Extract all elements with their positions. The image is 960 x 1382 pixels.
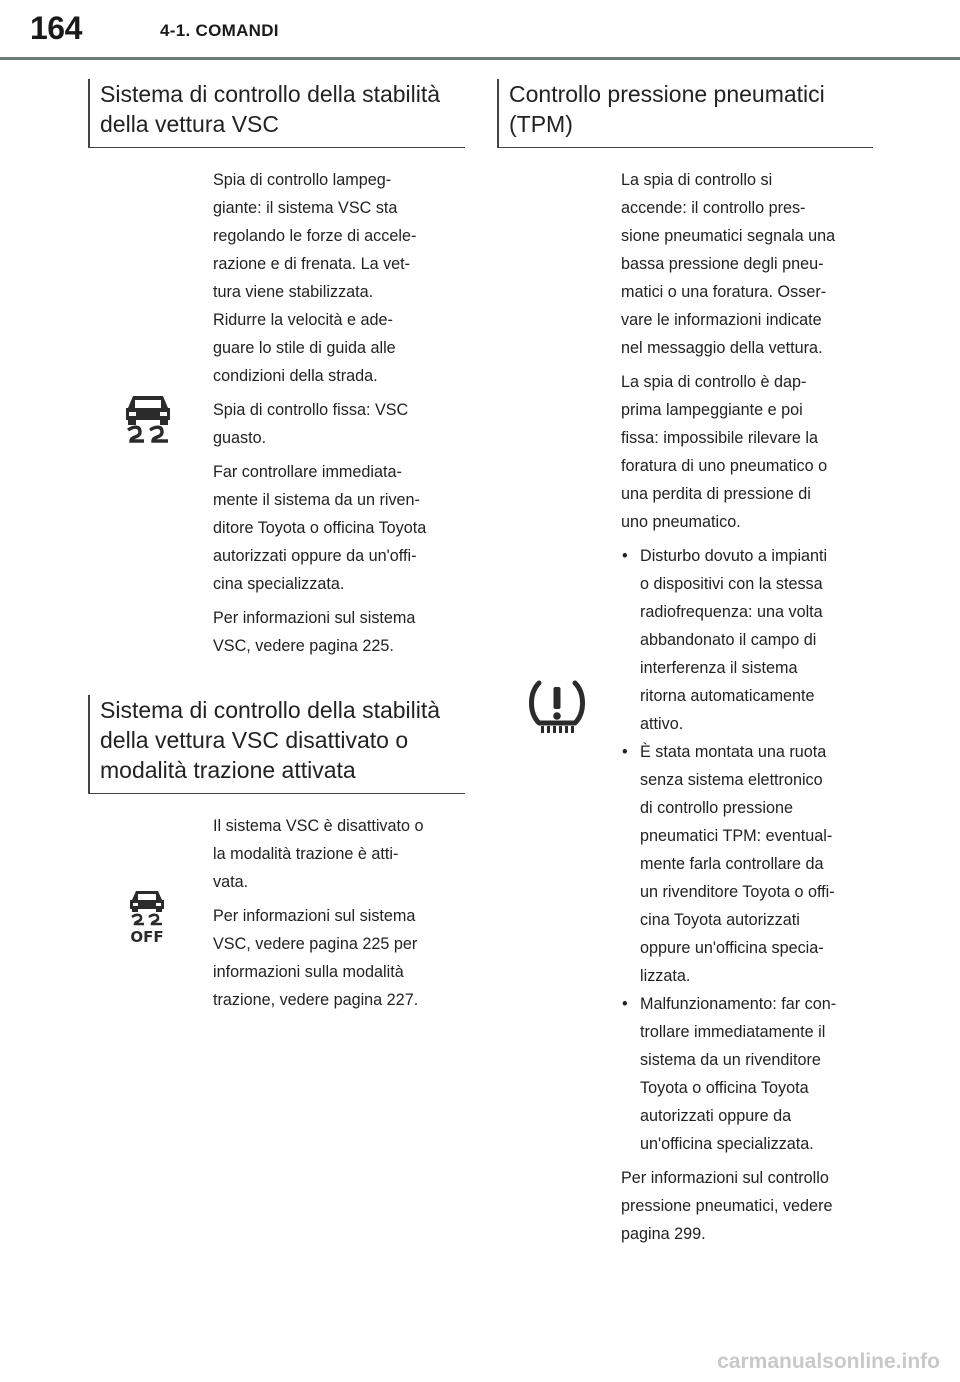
tpm-bullet-list [621,542,877,1158]
text-line: tura viene stabilizzata. [213,283,374,301]
text-line: mente farla controllare da [640,855,824,873]
paragraph [213,902,463,1014]
text-line: guare lo stile di guida alle [213,339,396,357]
text-line: un'officina specializzata. [640,1135,814,1153]
text-line: bassa pressione degli pneu- [621,255,824,273]
text-line: una perdita di pressione di [621,485,811,503]
text-line: VSC, vedere pagina 225. [213,637,394,655]
tire-pressure-warning-icon [527,679,587,742]
vsc-off-light-icon [128,888,166,949]
text-line: radiofrequenza: una volta [640,603,823,621]
text-line: uno pneumatico. [621,513,741,531]
text-line: un rivenditore Toyota o offi- [640,883,835,901]
section-heading-vsc-off [88,695,465,794]
vsc-warning-light-icon [123,390,173,449]
chapter-title: 4-1. COMANDI [160,21,279,40]
text-line: vata. [213,873,249,891]
heading-line: Sistema di controllo della stabilità [100,697,441,723]
text-line: La spia di controllo è dap- [621,373,807,391]
text-line: Spia di controllo fissa: VSC [213,401,409,419]
text-line: • Malfunzionamento: far con- [640,995,837,1013]
heading-line: della vettura VSC disattivato o [100,727,409,753]
paragraph [213,604,463,660]
text-line: ritorna automaticamente [640,687,815,705]
heading-line: modalità trazione attivata [100,757,356,783]
text-line: razione e di frenata. La vet- [213,255,411,273]
text-line: Per informazioni sul controllo [621,1169,829,1187]
text-line: VSC, vedere pagina 225 per [213,935,418,953]
text-line: fissa: impossibile rilevare la [621,429,819,447]
text-line: cina Toyota autorizzati [640,911,800,929]
list-item [621,738,877,990]
list-item [621,542,877,738]
text-line: ditore Toyota o officina Toyota [213,519,427,537]
paragraph [621,368,877,536]
text-line: Il sistema VSC è disattivato o [213,817,424,835]
paragraph [621,1164,877,1248]
paragraph [213,396,463,452]
text-line: giante: il sistema VSC sta [213,199,398,217]
text-line: • È stata montata una ruota [640,743,827,761]
list-item [621,990,877,1158]
heading-line: Sistema di controllo della stabilità [100,81,441,107]
text-line: La spia di controllo si [621,171,773,189]
text-line: Per informazioni sul sistema [213,609,416,627]
text-line: autorizzati oppure da [640,1107,792,1125]
text-line: sistema da un rivenditore [640,1051,821,1069]
text-line: Per informazioni sul sistema [213,907,416,925]
text-line: o dispositivi con la stessa [640,575,823,593]
text-line: sione pneumatici segnala una [621,227,836,245]
text-line: trazione, vedere pagina 227. [213,991,419,1009]
text-line: nel messaggio della vettura. [621,339,823,357]
text-line: pressione pneumatici, vedere [621,1197,833,1215]
vsc-off-description [213,812,463,1020]
text-line: Spia di controllo lampeg- [213,171,392,189]
text-line: oppure un'officina specia- [640,939,824,957]
text-line: Toyota o officina Toyota [640,1079,809,1097]
paragraph [213,458,463,598]
text-line: prima lampeggiante e poi [621,401,803,419]
vsc-description [213,166,463,666]
paragraph [621,166,877,362]
text-line: interferenza il sistema [640,659,798,677]
text-line: senza sistema elettronico [640,771,823,789]
text-line: condizioni della strada. [213,367,378,385]
text-line: Far controllare immediata- [213,463,402,481]
text-line: pagina 299. [621,1225,706,1243]
paragraph [213,812,463,896]
text-line: matici o una foratura. Osser- [621,283,827,301]
page-number: 164 [30,10,82,46]
text-line: accende: il controllo pres- [621,199,806,217]
heading-line: della vettura VSC [100,111,279,137]
off-label: OFF [130,928,164,944]
text-line: • Disturbo dovuto a impianti [640,547,828,565]
text-line: regolando le forze di accele- [213,227,417,245]
text-line: attivo. [640,715,684,733]
watermark: carmanualsonline.info [717,1350,940,1373]
text-line: cina specializzata. [213,575,345,593]
text-line: Ridurre la velocità e ade- [213,311,393,329]
text-line: di controllo pressione [640,799,793,817]
tpm-description [621,166,877,1254]
text-line: la modalità trazione è atti- [213,845,399,863]
header-divider [0,57,960,60]
section-heading-vsc [88,79,465,148]
text-line: pneumatici TPM: eventual- [640,827,833,845]
paragraph [213,166,463,390]
section-heading-tpm [497,79,873,148]
text-line: guasto. [213,429,267,447]
text-line: trollare immediatamente il [640,1023,826,1041]
text-line: lizzata. [640,967,691,985]
text-line: foratura di uno pneumatico o [621,457,828,475]
text-line: mente il sistema da un riven- [213,491,420,509]
text-line: vare le informazioni indicate [621,311,822,329]
text-line: autorizzati oppure da un'offi- [213,547,417,565]
text-line: abbandonato il campo di [640,631,817,649]
heading-line: (TPM) [509,111,573,137]
heading-line: Controllo pressione pneumatici [509,81,825,107]
text-line: informazioni sulla modalità [213,963,404,981]
